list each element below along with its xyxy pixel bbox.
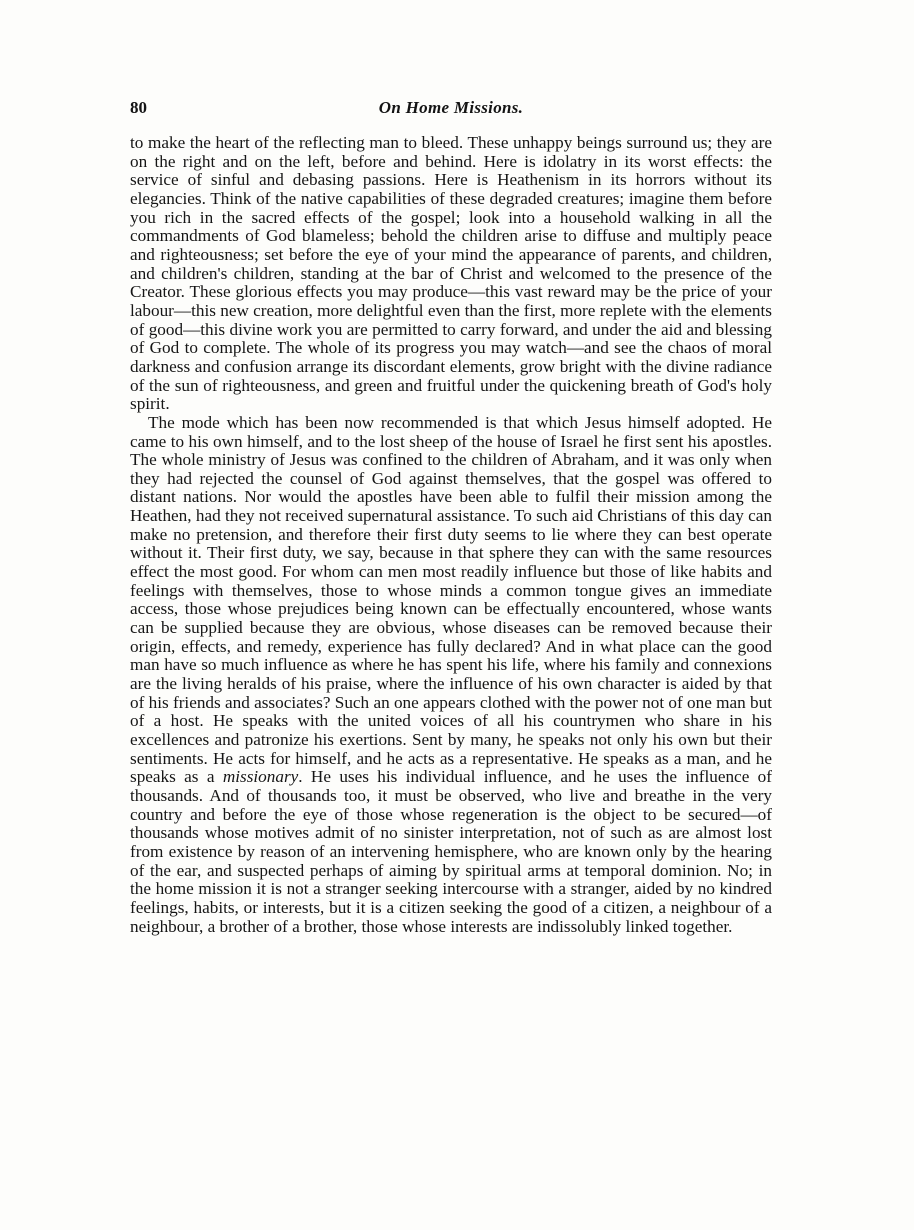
body-text — [130, 134, 772, 936]
running-head — [130, 98, 772, 124]
paragraph-2-text-a: The mode which has been now recommended is that which Jesus himself adopted. He came to his own himself, and to the lost sheep of the house of Israel he first sent his apostles. The whole ministry of Jesus was confined to the children of Abraham, and it was only when they had rejected the counsel of God against themselves, that the gospel was offered to distant nations. Nor would the apostles have been able to fulfil their mission among the Heathen, had they not received supernatural assistance. To such aid Christians of this day can make no pretension, and therefore their first duty seems to lie where they can best operate without it. Their first duty, we say, because in that sphere they can with the same resources effect the most good. For whom can men most readily influence but those of like habits and feelings with themselves, those to whose minds a common tongue gives an immediate access, those whose prejudices being known can be effectually encountered, whose wants can be supplied because they are obvious, whose diseases can be removed because their origin, effects, and remedy, experience has fully declared? And in what place can the good man have so much influence as where he has spent his life, where his family and connexions are the living heralds of his praise, where the influence of his own character is aided by that of his friends and associates? Such an one appears clothed with the power not of one man but of a host. He speaks with the united voices of all his countrymen who share in his excellences and patronize his exertions. Sent by many, he speaks not only his own but their sentiments. He acts for himself, and he acts as a representative. He speaks as a man, and he speaks as a — [130, 412, 772, 787]
paragraph-2-text-b: . He uses his individual influence, and he uses the influence of thousands. And of thousands too, it must be observed, who live and breathe in the very country and before the eye of those whose regeneration is the object to be secured—of thousands whose motives admit of no sinister interpretation, not of such as are almost lost from existence by reason of an intervening hemisphere, who are known only by the hearing of the ear, and suspected perhaps of aiming by spiritual arms at temporal dominion. No; in the home mission it is not a stranger seeking intercourse with a stranger, aided by no kindred feelings, habits, or interests, but it is a citizen seeking the good of a citizen, a neighbour of a neighbour, a brother of a brother, those whose interests are indissolubly linked together. — [130, 767, 772, 936]
running-title: On Home Missions. — [378, 98, 524, 117]
paragraph-2-emphasis: missionary — [222, 767, 299, 787]
page-number: 80 — [130, 98, 147, 117]
paragraph-1: to make the heart of the reflecting man to bleed. These unhappy beings surround us; they are on the right and on the left, before and behind. Here is idolatry in its worst effects: the service of sinful and debasing passions. Here is Heathenism in its horrors without its elegancies. Think of the native capabilities of these degraded creatures; imagine them before you rich in the sacred effects of the gospel; look into a household walking in all the commandments of God blameless; behold the children arise to diffuse and multiply peace and righteousness; set before the eye of your mind the appearance of parents, and children, and children's children, standing at the bar of Christ and welcomed to the presence of the Creator. These glorious effects you may produce—this vast reward may be the price of your labour—this new creation, more delightful even than the first, more replete with the elements of good—this divine work you are permitted to carry forward, and under the aid and blessing of God to complete. The whole of its progress you may watch—and see the chaos of moral darkness and confusion arrange its discordant elements, grow bright with the divine radiance of the sun of righteousness, and green and fruitful under the quickening breath of God's holy spirit. — [130, 133, 772, 414]
paragraph-2 — [130, 414, 772, 936]
